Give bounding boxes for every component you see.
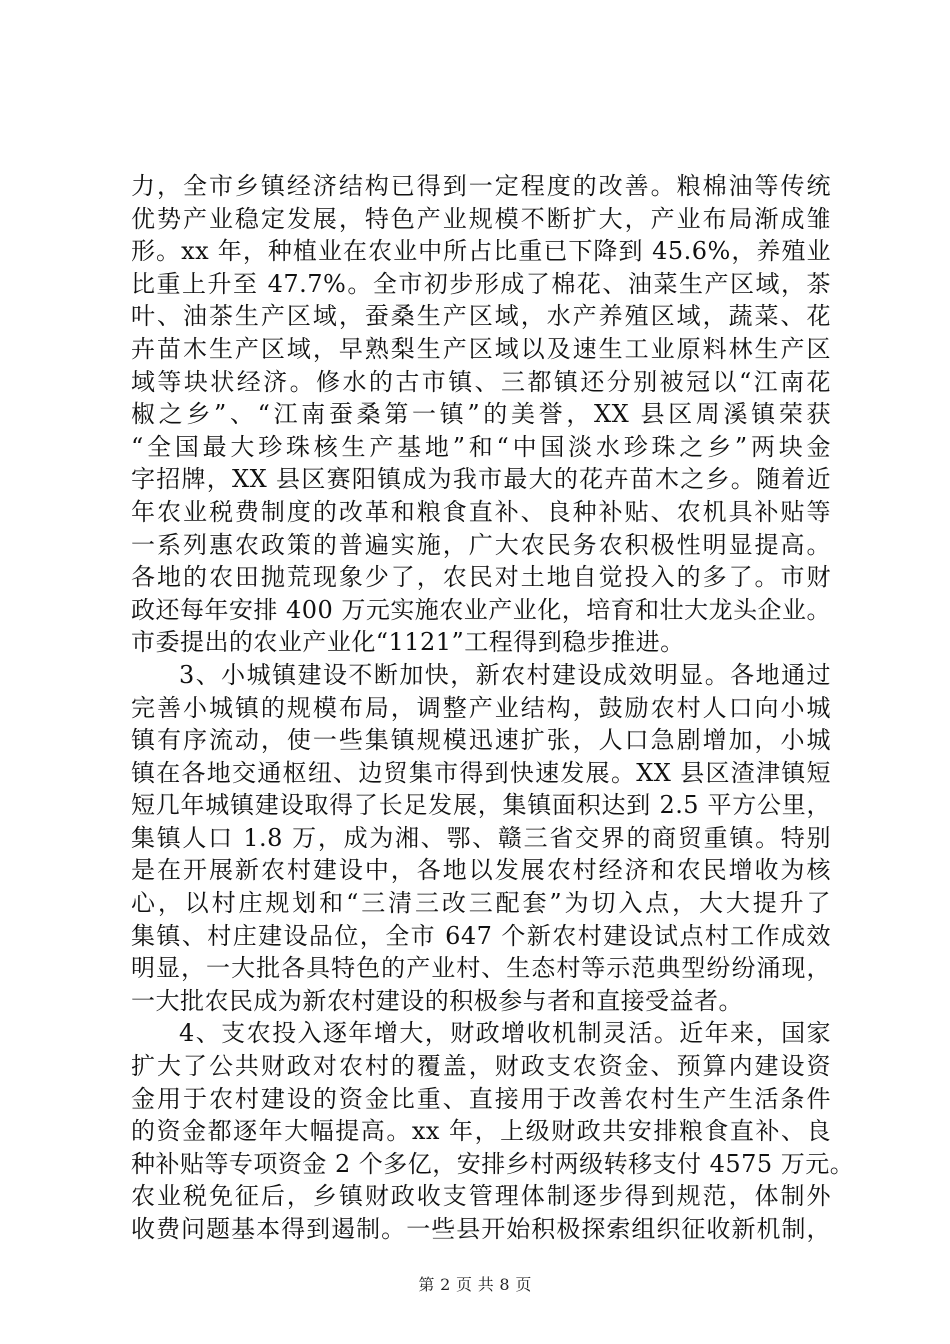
body-line: 镇在各地交通枢纽、边贸集市得到快速发展。XX 县区渣津镇短: [131, 758, 831, 787]
body-line: 叶、油茶生产区域，蚕桑生产区域，水产养殖区域，蔬菜、花: [131, 302, 831, 331]
section-4-heading-line: 4、支农投入逐年增大，财政增收机制灵活。近年来，国家: [179, 1019, 831, 1048]
body-line: 政还每年安排 400 万元实施农业产业化，培育和壮大龙头企业。: [131, 595, 831, 624]
body-line: 的资金都逐年大幅提高。xx 年，上级财政共安排粮食直补、良: [131, 1117, 831, 1146]
body-line: 农业税免征后，乡镇财政收支管理体制逐步得到规范，体制外: [131, 1182, 831, 1211]
body-line: 椒之乡”、“江南蚕桑第一镇”的美誉，XX 县区周溪镇荣获: [131, 400, 831, 429]
body-line: 各地的农田抛荒现象少了，农民对土地自觉投入的多了。市财: [131, 563, 831, 592]
body-line: 集镇人口 1.8 万，成为湘、鄂、赣三省交界的商贸重镇。特别: [131, 823, 831, 852]
page-number-footer: 第 2 页 共 8 页: [418, 1275, 532, 1294]
body-line: 年农业税费制度的改革和粮食直补、良种补贴、农机具补贴等: [131, 497, 831, 526]
body-line: 镇有序流动，使一些集镇规模迅速扩张，人口急剧增加，小城: [131, 726, 831, 755]
body-line: 形。xx 年，种植业在农业中所占比重已下降到 45.6%，养殖业: [131, 237, 831, 266]
body-line: 力，全市乡镇经济结构已得到一定程度的改善。粮棉油等传统: [131, 172, 831, 200]
paragraph-end-line: 一大批农民成为新农村建设的积极参与者和直接受益者。: [131, 986, 743, 1015]
section-3-heading-line: 3、小城镇建设不断加快，新农村建设成效明显。各地通过: [179, 660, 831, 689]
body-line: “全国最大珍珠核生产基地”和“中国淡水珍珠之乡”两块金: [131, 432, 831, 461]
document-body: [131, 170, 855, 1246]
body-line: 一系列惠农政策的普遍实施，广大农民务农积极性明显提高。: [131, 530, 831, 559]
body-line: 金用于农村建设的资金比重、直接用于改善农村生产生活条件: [131, 1084, 831, 1113]
body-line: 字招牌，XX 县区赛阳镇成为我市最大的花卉苗木之乡。随着近: [131, 465, 831, 494]
body-line: 优势产业稳定发展，特色产业规模不断扩大，产业布局渐成雏: [131, 204, 831, 233]
body-line: 域等块状经济。修水的古市镇、三都镇还分别被冠以“江南花: [131, 367, 831, 396]
body-line: 完善小城镇的规模布局，调整产业结构，鼓励农村人口向小城: [131, 693, 831, 722]
body-line: 卉苗木生产区域，早熟梨生产区域以及速生工业原料林生产区: [131, 334, 831, 363]
body-line: 短几年城镇建设取得了长足发展，集镇面积达到 2.5 平方公里，: [131, 791, 831, 820]
body-line: 心，以村庄规划和“三清三改三配套”为切入点，大大提升了: [131, 889, 831, 918]
paragraph-end-line: 市委提出的农业产业化“1121”工程得到稳步推进。: [131, 628, 685, 657]
body-line: 收费问题基本得到遏制。一些县开始积极探索组织征收新机制，: [131, 1215, 831, 1243]
body-line: 明显，一大批各具特色的产业村、生态村等示范典型纷纷涌现，: [131, 954, 831, 983]
body-line: 集镇、村庄建设品位，全市 647 个新农村建设试点村工作成效: [131, 921, 831, 950]
body-line: 种补贴等专项资金 2 个多亿，安排乡村两级转移支付 4575 万元。: [131, 1149, 855, 1178]
body-line: 扩大了公共财政对农村的覆盖，财政支农资金、预算内建设资: [131, 1052, 831, 1081]
body-line: 比重上升至 47.7%。全市初步形成了棉花、油菜生产区域，茶: [131, 269, 831, 298]
body-line: 是在开展新农村建设中，各地以发展农村经济和农民增收为核: [131, 856, 831, 885]
